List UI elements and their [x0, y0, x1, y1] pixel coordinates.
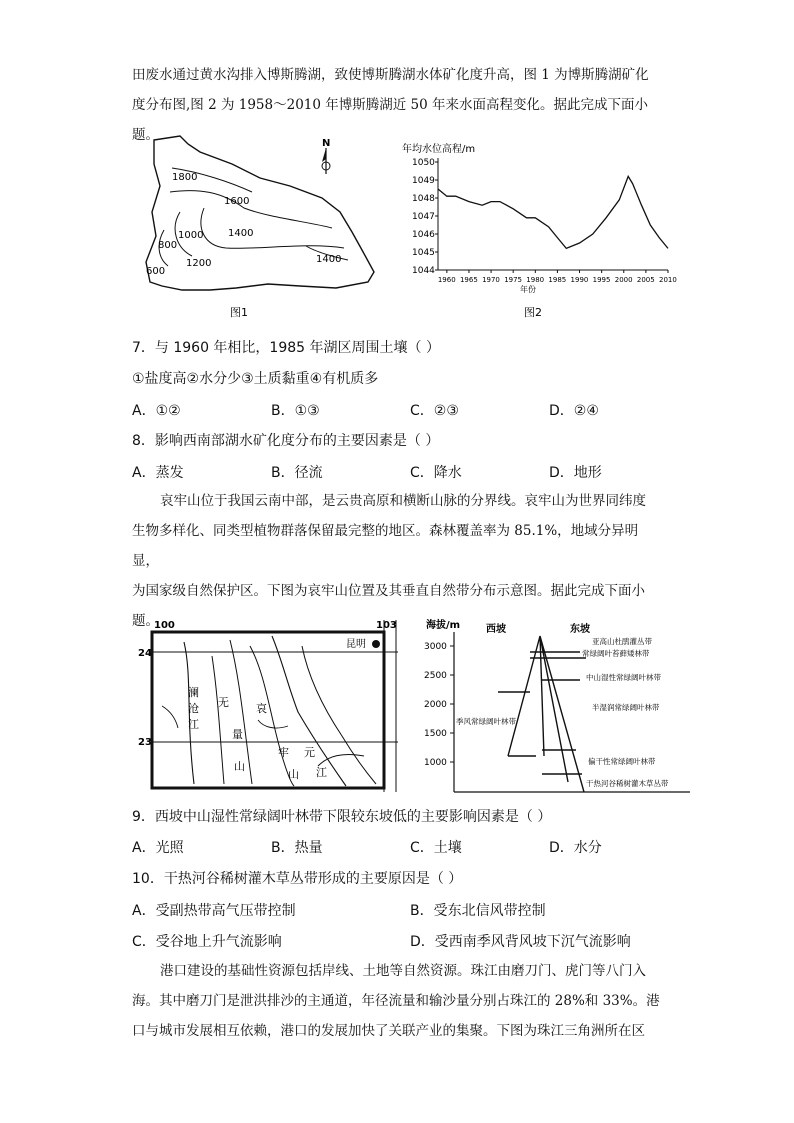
chart-xtick-label: 1970 [482, 276, 500, 284]
chart-ytick-label: 1044 [412, 266, 435, 276]
q9-option-c[interactable]: C．土壤 [410, 840, 462, 856]
chart-ytick-label: 1047 [412, 212, 435, 222]
map-wuliang-1: 无 [218, 696, 229, 709]
zone-ytick-2000: 2000 [424, 700, 447, 710]
chart-ytick-label: 1048 [412, 194, 435, 204]
zone-ytick-1000: 1000 [424, 758, 447, 768]
chart-xtick-label: 2000 [614, 276, 633, 284]
kunming-label: 昆明 [346, 639, 366, 650]
map-ailao-2: 牢 [278, 746, 289, 759]
question-7-items: ①盐度高②水分少③土质黏重④有机质多 [132, 371, 379, 387]
contour-label-1000: 1000 [178, 230, 204, 241]
figure-1-caption: 图1 [230, 306, 248, 319]
chart-xtick-label: 1990 [570, 276, 589, 284]
contour-label-1800: 1800 [172, 172, 198, 183]
intro-paragraph-3 [132, 956, 662, 1046]
intro3-line1: 港口建设的基础性资源包括岸线、土地等自然资源。珠江由磨刀门、虎门等八门入 [160, 963, 646, 979]
chart-xtick-label: 2010 [659, 276, 677, 284]
zone-moss-dwarf-forest: 常绿阔叶苔藓矮林带 [582, 649, 650, 658]
contour-label-1400-b: 1400 [316, 254, 342, 265]
contour-label-1200: 1200 [186, 258, 212, 269]
map-lancang-2: 沧 [188, 702, 199, 715]
map-lon-100: 100 [154, 620, 175, 631]
chart-xtick-label: 2005 [636, 276, 655, 284]
map-yuanjiang-1: 元 [304, 746, 315, 759]
intro2-line2: 生物多样化、同类型植物群落保留最完整的地区。森林覆盖率为 85.1%，地域分异明显， [132, 523, 639, 569]
contour-label-600: 600 [146, 266, 166, 277]
q10-option-c[interactable]: C．受谷地上升气流影响 [132, 934, 282, 950]
zone-dry-evergreen: 偏干性常绿阔叶林带 [588, 757, 656, 766]
chart-xtick-label: 1965 [459, 276, 478, 284]
contour-label-1600: 1600 [224, 196, 250, 207]
question-8-stem: 8．影响西南部湖水矿化度分布的主要因素是（ ） [132, 433, 440, 449]
ailao-location-map [132, 616, 402, 794]
chart-ytick-label: 1050 [412, 158, 435, 168]
map-lancang-3: 江 [188, 718, 199, 731]
intro-paragraph-2 [132, 486, 662, 636]
q10-option-a[interactable]: A．受副热带高气压带控制 [132, 903, 296, 919]
zone-monsoon-evergreen: 季风常绿阔叶林带 [456, 717, 516, 726]
west-slope-label: 西坡 [486, 624, 506, 635]
chart-ytick-label: 1049 [412, 176, 435, 186]
zone-ytick-2500: 2500 [424, 671, 447, 681]
q8-option-b[interactable]: B．径流 [271, 465, 323, 481]
q7-option-b[interactable]: B．①③ [271, 403, 320, 419]
chart-series-line [438, 176, 668, 248]
intro3-line2: 海。其中磨刀门是泄洪排沙的主通道，年径流量和输沙量分别占珠江的 28%和 33%。港 [132, 993, 660, 1009]
zone-dry-hot-valley: 干热河谷稀树灌木草丛带 [586, 779, 669, 788]
chart-ytick-label: 1045 [412, 248, 435, 258]
chart-xtick-label: 1985 [548, 276, 567, 284]
map-ailao-1: 哀 [256, 702, 267, 715]
map-lon-103: 103 [376, 620, 397, 631]
chart-xtick-label: 1975 [504, 276, 523, 284]
intro3-line3: 口与城市发展相互依赖，港口的发展加快了关联产业的集聚。下图为珠江三角洲所在区 [132, 1023, 645, 1039]
chart-xlabel: 年份 [520, 285, 536, 294]
svg-text:N: N [322, 138, 331, 149]
zone-subalpine-rhododendron: 亚高山杜鹃灌丛带 [592, 637, 652, 646]
intro1-line2: 度分布图,图 2 为 1958～2010 年博斯腾湖近 50 年来水面高程变化。据此完成下面小题。 [132, 97, 649, 143]
map-wuliang-3: 山 [234, 760, 245, 773]
q9-option-a[interactable]: A．光照 [132, 840, 184, 856]
intro2-line1: 哀牢山位于我国云南中部，是云贵高原和横断山脉的分界线。哀牢山为世界同纬度 [160, 493, 646, 509]
map-lancang-1: 澜 [188, 686, 199, 699]
q7-option-d[interactable]: D．②④ [549, 403, 599, 419]
zone-semi-humid-evergreen: 半湿润常绿阔叶林带 [592, 703, 660, 712]
zone-ytick-3000: 3000 [424, 642, 447, 652]
map-wuliang-2: 量 [232, 728, 243, 741]
zones-ylabel: 海拔/m [426, 620, 461, 631]
intro2-line4: 题。 [132, 613, 159, 629]
contour-1600 [170, 191, 332, 228]
figure-2-caption: 图2 [524, 306, 542, 319]
north-arrow [322, 138, 330, 174]
chart-xtick-label: 1960 [437, 276, 456, 284]
chart-xtick-label: 1980 [526, 276, 545, 284]
zone-ytick-1500: 1500 [424, 729, 447, 739]
chart-ytick-label: 1046 [412, 230, 435, 240]
map-ailao-3: 山 [288, 768, 299, 781]
figure-1-lake-map [140, 132, 380, 322]
q7-option-a[interactable]: A．①② [132, 403, 181, 419]
question-7-stem: 7．与 1960 年相比，1985 年湖区周围土壤（ ） [132, 340, 440, 356]
q9-option-b[interactable]: B．热量 [271, 840, 323, 856]
question-10-stem: 10．干热河谷稀树灌木草丛带形成的主要原因是（ ） [132, 871, 463, 887]
zone-humid-evergreen: 中山湿性常绿阔叶林带 [586, 673, 661, 682]
map-yuanjiang-2: 江 [316, 766, 327, 779]
intro1-line1: 田废水通过黄水沟排入博斯腾湖，致使博斯腾湖水体矿化度升高，图 1 为博斯腾湖矿化 [132, 67, 649, 83]
figure-2-water-level-chart [398, 140, 688, 320]
vertical-zone-diagram [420, 616, 692, 794]
contour-label-1400: 1400 [228, 228, 254, 239]
mountain-profile [508, 636, 584, 792]
map-lat-24: 24 [138, 648, 152, 659]
chart-xtick-label: 1995 [592, 276, 611, 284]
intro2-line3: 为国家级自然保护区。下图为哀牢山位置及其垂直自然带分布示意图。据此完成下面小 [132, 583, 645, 599]
q8-option-a[interactable]: A．蒸发 [132, 465, 184, 481]
q7-option-c[interactable]: C．②③ [410, 403, 459, 419]
contour-label-800: 800 [158, 240, 178, 251]
q9-option-d[interactable]: D．水分 [549, 840, 602, 856]
q10-option-b[interactable]: B．受东北信风带控制 [410, 903, 546, 919]
contour-1400-upper [201, 208, 344, 248]
kunming-marker [372, 640, 380, 648]
map-lat-23: 23 [138, 737, 152, 748]
east-slope-label: 东坡 [570, 624, 590, 635]
chart-ylabel: 年均水位高程/m [402, 144, 476, 155]
q8-option-d[interactable]: D．地形 [549, 465, 602, 481]
question-9-stem: 9．西坡中山湿性常绿阔叶林带下限较东坡低的主要影响因素是（ ） [132, 809, 552, 825]
q8-option-c[interactable]: C．降水 [410, 465, 462, 481]
q10-option-d[interactable]: D．受西南季风背风坡下沉气流影响 [410, 934, 631, 950]
